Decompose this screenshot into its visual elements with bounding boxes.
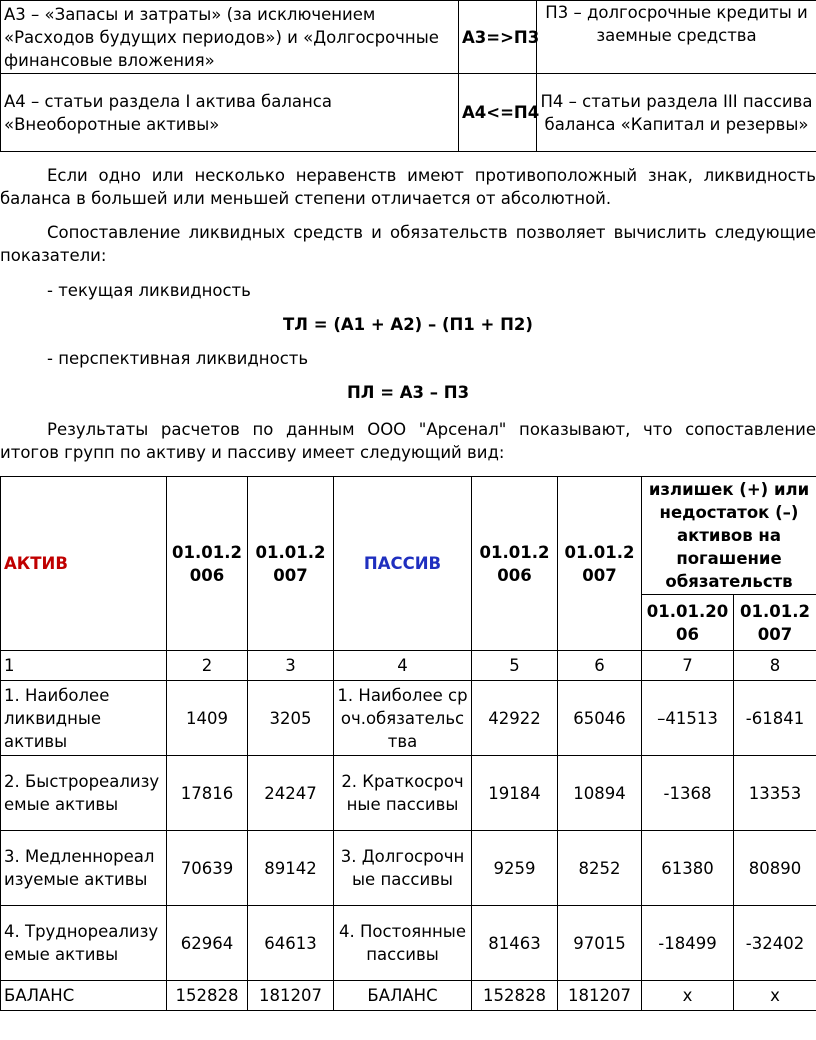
balance-label: БАЛАНС	[334, 981, 472, 1011]
column-number: 3	[248, 651, 334, 681]
column-number: 6	[558, 651, 642, 681]
value-cell: 42922	[472, 681, 558, 756]
value-cell: -18499	[642, 906, 734, 981]
column-number: 1	[1, 651, 167, 681]
inequality-formula: А4<=П4	[459, 74, 537, 152]
asset-group-cell: 3. Медленнореализуемые активы	[1, 831, 167, 906]
table-row	[1, 831, 816, 906]
paragraph-results-intro: Результаты расчетов по данным ООО "Арсенал" показывают, что сопоставление итогов групп по активу и пассиву имеет следующий вид:	[0, 420, 816, 462]
value-cell: -1368	[642, 756, 734, 831]
value-cell: 64613	[248, 906, 334, 981]
liability-group-description: П4 – статьи раздела III пассива баланса «Капитал и резервы»	[537, 74, 816, 152]
header-active: АКТИВ	[1, 477, 167, 651]
inequalities-table	[0, 0, 816, 152]
value-cell: 89142	[248, 831, 334, 906]
liability-group-cell: 1. Наиболее сроч.обязательства	[334, 681, 472, 756]
header-date-2006: 01.01.2006	[167, 477, 248, 651]
asset-group-description: А3 – «Запасы и затраты» (за исключением «Расходов будущих периодов») и «Долгосрочные финансовые вложения»	[1, 1, 459, 74]
header-date-2006: 01.01.2006	[472, 477, 558, 651]
value-cell: -32402	[734, 906, 816, 981]
value-cell: 152828	[472, 981, 558, 1011]
asset-group-description: А4 – статьи раздела I актива баланса «Внеоборотные активы»	[1, 74, 459, 152]
value-cell: 10894	[558, 756, 642, 831]
header-passive: ПАССИВ	[334, 477, 472, 651]
column-number: 5	[472, 651, 558, 681]
liability-group-cell: 4. Постоянные пассивы	[334, 906, 472, 981]
header-surplus-deficit: излишек (+) или недостаток (–) активов на погашение обязательств	[642, 477, 816, 595]
header-date-2007: 01.01.2007	[558, 477, 642, 651]
value-cell: 3205	[248, 681, 334, 756]
value-cell: 70639	[167, 831, 248, 906]
paragraph-indicators-intro: Сопоставление ликвидных средств и обязательств позволяет вычислить следующие показатели:	[0, 223, 816, 265]
inequality-row	[1, 74, 816, 152]
value-cell: 9259	[472, 831, 558, 906]
liquidity-balance-table	[0, 476, 816, 1011]
value-cell: 13353	[734, 756, 816, 831]
value-cell: 19184	[472, 756, 558, 831]
column-number: 7	[642, 651, 734, 681]
value-cell: 61380	[642, 831, 734, 906]
liability-group-description: П3 – долгосрочные кредиты и заемные средства	[537, 1, 816, 74]
value-cell: х	[642, 981, 734, 1011]
value-cell: 181207	[248, 981, 334, 1011]
liability-group-cell: 2. Краткосрочные пассивы	[334, 756, 472, 831]
inequality-formula: А3=>П3	[459, 1, 537, 74]
value-cell: 81463	[472, 906, 558, 981]
table-row	[1, 906, 816, 981]
header-date-2006: 01.01.2006	[642, 595, 734, 651]
value-cell: 97015	[558, 906, 642, 981]
value-cell: 152828	[167, 981, 248, 1011]
value-cell: 8252	[558, 831, 642, 906]
liability-group-cell: 3. Долгосрочные пассивы	[334, 831, 472, 906]
column-number: 2	[167, 651, 248, 681]
value-cell: -61841	[734, 681, 816, 756]
column-number: 4	[334, 651, 472, 681]
column-number: 8	[734, 651, 816, 681]
header-date-2007: 01.01.2007	[734, 595, 816, 651]
table-row-total	[1, 981, 816, 1011]
formula-current-liquidity: ТЛ = (А1 + А2) – (П1 + П2)	[283, 315, 533, 334]
balance-label: БАЛАНС	[1, 981, 167, 1011]
column-number-row	[1, 651, 816, 681]
list-item-current-liquidity: - текущая ликвидность	[47, 281, 251, 300]
value-cell: 181207	[558, 981, 642, 1011]
value-cell: 17816	[167, 756, 248, 831]
asset-group-cell: 1. Наиболее ликвидные активы	[1, 681, 167, 756]
value-cell: 62964	[167, 906, 248, 981]
formula-prospective-liquidity: ПЛ = А3 – П3	[346, 383, 470, 402]
value-cell: 65046	[558, 681, 642, 756]
header-date-2007: 01.01.2007	[248, 477, 334, 651]
asset-group-cell: 2. Быстрореализуемые активы	[1, 756, 167, 831]
value-cell: 1409	[167, 681, 248, 756]
list-item-prospective-liquidity: - перспективная ликвидность	[47, 349, 309, 368]
table-row	[1, 681, 816, 756]
value-cell: х	[734, 981, 816, 1011]
value-cell: –41513	[642, 681, 734, 756]
value-cell: 24247	[248, 756, 334, 831]
value-cell: 80890	[734, 831, 816, 906]
inequality-row	[1, 1, 816, 74]
asset-group-cell: 4. Труднореализуемые активы	[1, 906, 167, 981]
table-row	[1, 756, 816, 831]
paragraph-liquidity-note: Если одно или несколько неравенств имеют противоположный знак, ликвидность баланса в большей или меньшей степени отличается от абсолютной.	[0, 166, 816, 208]
table-header-row	[1, 477, 816, 595]
